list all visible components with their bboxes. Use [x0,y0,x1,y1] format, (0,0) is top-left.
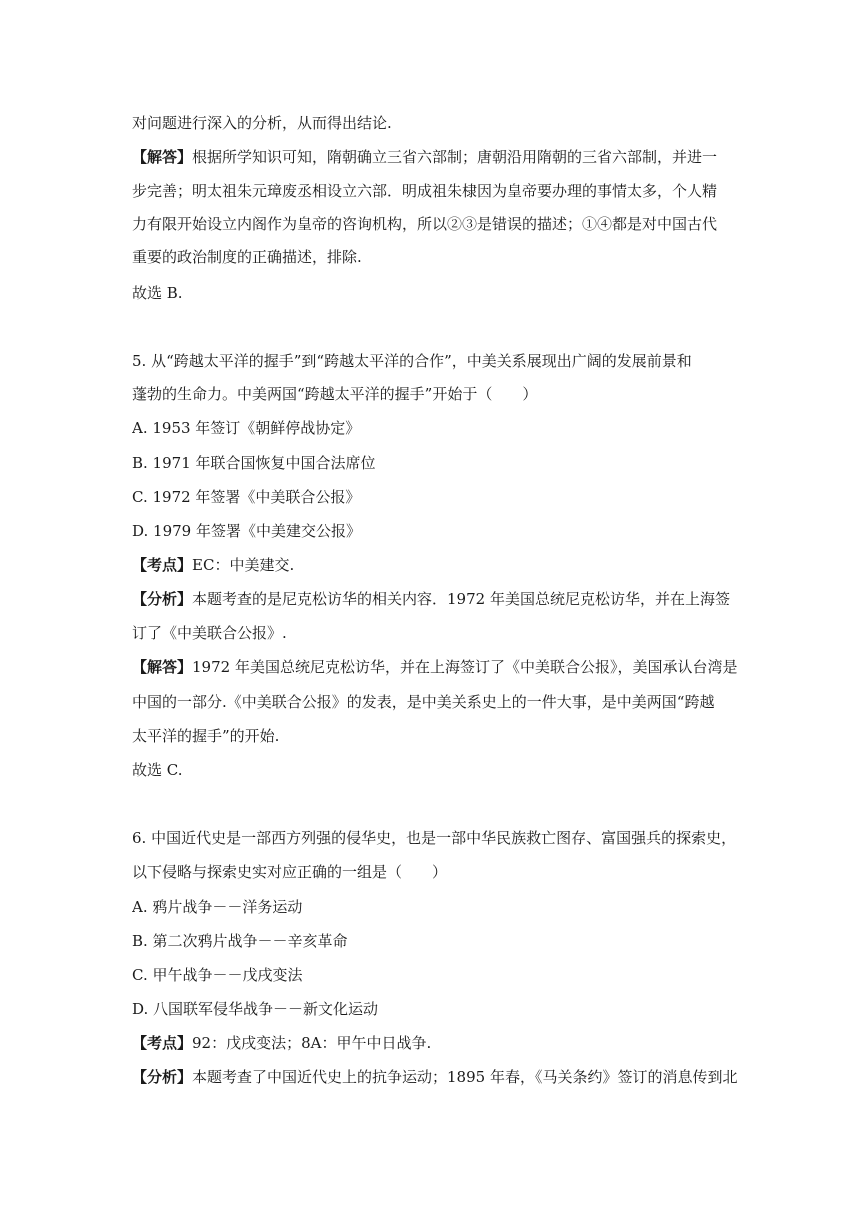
prev-answer-line-1: 【解答】根据所学知识可知，隋朝确立三省六部制；唐朝沿用隋朝的三省六部制，并进一 [132,148,718,166]
q6-option-c: C. 甲午战争－－戊戌变法 [132,966,303,984]
prev-answer-line-4: 重要的政治制度的正确描述，排除. [132,248,362,266]
q5-analysis-line-2: 订了《中美联合公报》. [132,624,287,642]
q5-point: 【考点】EC：中美建交. [132,556,295,574]
prev-choice: 故选 B. [132,284,183,302]
prev-answer-line-3: 力有限开始设立内阁作为皇帝的咨询机构，所以②③是错误的描述；①④都是对中国古代 [132,215,718,233]
q5-answer-line-2: 中国的一部分.《中美联合公报》的发表，是中美关系史上的一件大事，是中美两国“跨越 [132,693,715,711]
q6-point: 【考点】92：戊戌变法；8A：甲午中日战争. [132,1034,432,1052]
prev-analysis-tail: 对问题进行深入的分析，从而得出结论. [132,114,392,132]
q5-option-b: B. 1971 年联合国恢复中国合法席位 [132,454,376,472]
q6-stem-line-2: 以下侵略与探索史实对应正确的一组是（ ） [132,863,448,881]
answer-tag: 【解答】 [132,658,193,676]
point-tag: 【考点】 [132,1034,193,1052]
prev-answer-line-2: 步完善；明太祖朱元璋废丞相设立六部．明成祖朱棣因为皇帝要办理的事情太多，个人精 [132,182,718,200]
analysis-tag: 【分析】 [132,1068,193,1086]
q5-stem-line-2: 蓬勃的生命力。中美两国“跨越太平洋的握手”开始于（ ） [132,385,538,403]
q6-stem-line-1: 6. 中国近代史是一部西方列强的侵华史，也是一部中华民族救亡图存、富国强兵的探索史， [132,829,737,847]
q6-analysis-line-1: 【分析】本题考查了中国近代史上的抗争运动；1895 年春，《马关条约》签订的消息传到北 [132,1068,737,1086]
q6-option-d: D. 八国联军侵华战争－－新文化运动 [132,1000,379,1018]
q5-option-c: C. 1972 年签署《中美联合公报》 [132,488,361,506]
q5-stem-line-1: 5. 从“跨越太平洋的握手”到“跨越太平洋的合作”，中美关系展现出广阔的发展前景和 [132,352,692,370]
answer-tag: 【解答】 [132,148,193,166]
q5-answer-line-3: 太平洋的握手”的开始. [132,727,280,745]
q6-option-a: A. 鸦片战争－－洋务运动 [132,898,303,916]
q5-option-a: A. 1953 年签订《朝鲜停战协定》 [132,419,361,437]
q5-analysis-line-1: 【分析】本题考查的是尼克松访华的相关内容．1972 年美国总统尼克松访华，并在上海签 [132,590,730,608]
analysis-tag: 【分析】 [132,590,193,608]
q5-choice: 故选 C. [132,761,183,779]
point-tag: 【考点】 [132,556,193,574]
q5-option-d: D. 1979 年签署《中美建交公报》 [132,522,361,540]
q5-answer-line-1: 【解答】1972 年美国总统尼克松访华，并在上海签订了《中美联合公报》，美国承认台湾是 [132,658,737,676]
q6-option-b: B. 第二次鸦片战争－－辛亥革命 [132,932,348,950]
